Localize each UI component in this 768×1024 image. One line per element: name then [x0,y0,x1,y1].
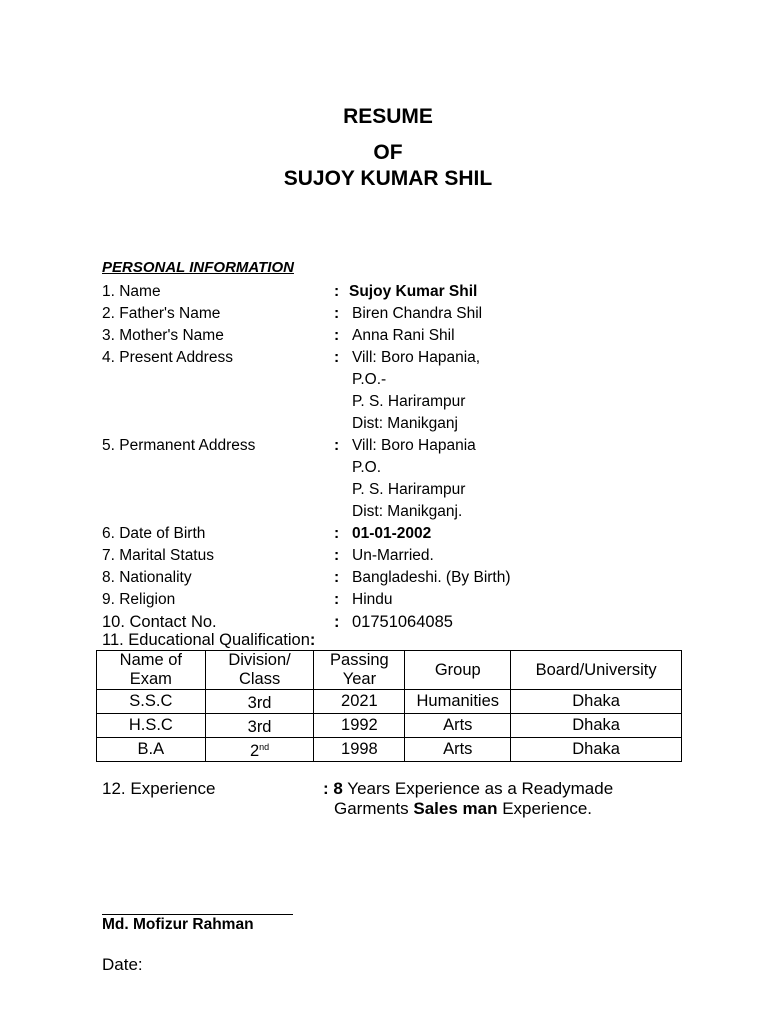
signature-line [102,914,293,915]
header-board: Board/University [511,651,682,690]
experience-label: 12. Experience [102,779,216,798]
experience-role: Sales man [413,799,498,818]
cell-year: 1998 [314,738,405,762]
marital-label: 7. Marital Status [102,547,214,564]
table-row [97,690,682,714]
present-address-label: 4. Present Address [102,349,233,366]
dob-colon: : [334,525,340,542]
name-colon: : [334,283,340,300]
education-colon: : [309,631,316,649]
signature-name: Md. Mofizur Rahman [102,916,254,933]
father-colon: : [334,305,340,322]
religion-colon: : [334,591,340,608]
cell-exam: B.A [97,738,206,762]
cell-board: Dhaka [511,714,682,738]
education-table-header [97,651,682,690]
education-table [96,650,682,762]
resume-title: RESUME [343,105,433,128]
present-address-line: Vill: Boro Hapania, [352,349,481,366]
table-row [97,714,682,738]
name-label: 1. Name [102,283,161,300]
permanent-address-line: Dist: Manikganj. [352,503,463,520]
father-label: 2. Father's Name [102,305,221,322]
marital-value: Un-Married. [352,547,434,564]
cell-exam: S.S.C [97,690,206,714]
nationality-value: Bangladeshi. (By Birth) [352,569,511,586]
religion-value: Hindu [352,591,393,608]
cell-board: Dhaka [511,738,682,762]
permanent-address-label: 5. Permanent Address [102,437,256,454]
resume-title-of: OF [373,141,403,164]
cell-division: 3rd [205,714,314,738]
cell-year: 2021 [314,690,405,714]
name-value: Sujoy Kumar Shil [349,283,478,300]
cell-exam: H.S.C [97,714,206,738]
mother-value: Anna Rani Shil [352,327,455,344]
religion-label: 9. Religion [102,591,176,608]
permanent-address-line: Vill: Boro Hapania [352,437,476,454]
present-address-colon: : [334,349,340,366]
cell-group: Arts [405,738,511,762]
header-group: Group [405,651,511,690]
date-label: Date: [102,955,143,974]
personal-info-heading: PERSONAL INFORMATION [102,259,294,276]
cell-year: 1992 [314,714,405,738]
experience-line-2: Garments Sales man Experience. [334,799,592,818]
table-row [97,738,682,762]
present-address-line: Dist: Manikganj [352,415,458,432]
cell-division: 2nd [205,738,314,762]
contact-label: 10. Contact No. [102,613,217,631]
mother-colon: : [334,327,340,344]
header-exam: Name of Exam [97,651,206,690]
marital-colon: : [334,547,340,564]
experience-text-1: Years Experience as a Readymade [347,779,614,798]
experience-colon: : [323,779,329,798]
nationality-colon: : [334,569,340,586]
cell-group: Humanities [405,690,511,714]
dob-label: 6. Date of Birth [102,525,206,542]
header-division: Division/ Class [205,651,314,690]
cell-board: Dhaka [511,690,682,714]
dob-value: 01-01-2002 [352,525,432,542]
permanent-address-line: P. S. Harirampur [352,481,466,498]
contact-colon: : [334,613,340,631]
resume-title-name: SUJOY KUMAR SHIL [283,167,493,190]
header-year: Passing Year [314,651,405,690]
father-value: Biren Chandra Shil [352,305,483,322]
cell-group: Arts [405,714,511,738]
present-address-line: P. S. Harirampur [352,393,466,410]
mother-label: 3. Mother's Name [102,327,224,344]
present-address-line: P.O.- [352,371,387,388]
permanent-address-line: P.O. [352,459,382,476]
education-label-text: 11. Educational Qualification [102,631,310,649]
experience-line-1 [323,779,613,799]
permanent-address-colon: : [334,437,340,454]
nationality-label: 8. Nationality [102,569,192,586]
education-label [102,631,315,650]
experience-years: 8 [333,779,343,798]
cell-division: 3rd [205,690,314,714]
contact-value: 01751064085 [352,613,453,631]
